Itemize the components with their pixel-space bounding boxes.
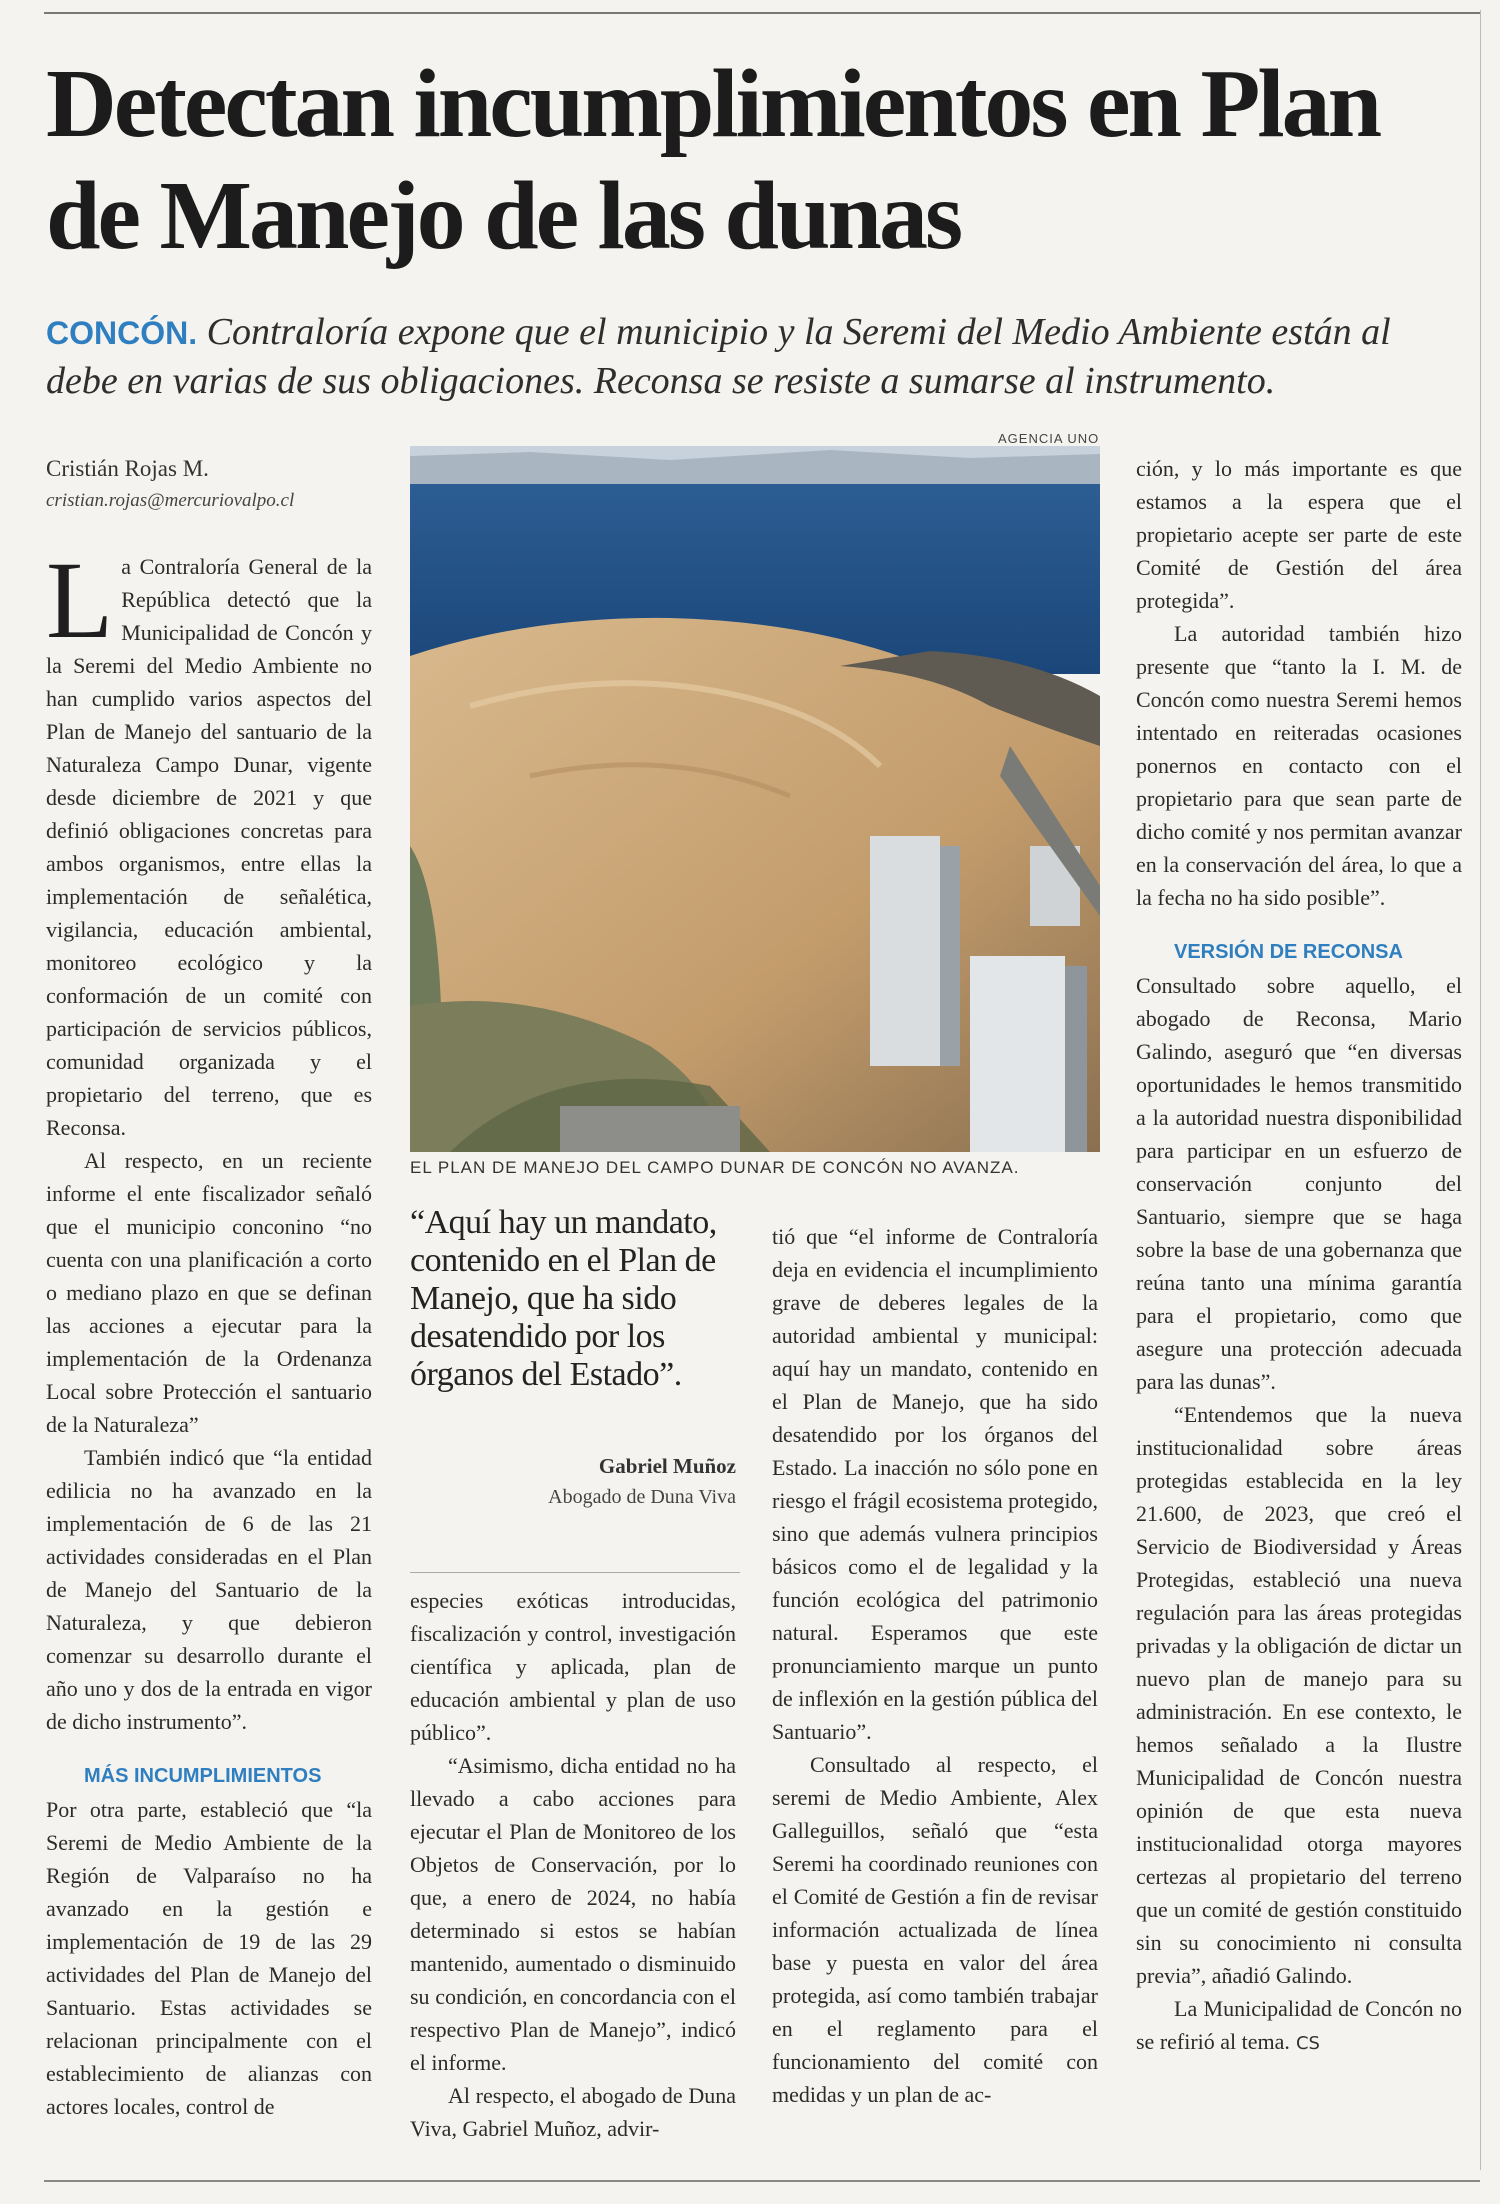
quote-author: Gabriel Muñoz (598, 1454, 736, 1478)
paragraph: “Asimismo, dicha entidad no ha llevado a cabo acciones para ejecutar el Plan de Monitoreo de los Objetos de Conservación, por lo que, a enero de 2024, no había determinado si estos se habían mantenido, aumentado o disminuido su condición, en concordancia con el respectivo Plan de Manejo”, indicó el informe. (410, 1753, 736, 2075)
dunes-aerial-photo (410, 446, 1100, 1152)
section-heading: MÁS INCUMPLIMIENTOS (84, 1765, 322, 1787)
paragraph (1136, 1992, 1462, 2060)
subhead-text: Contraloría expone que el municipio y la Seremi del Medio Ambiente están al debe en varias de sus obligaciones. Reconsa se resiste a sumarse al instrumento. (46, 311, 1391, 402)
quote-divider (410, 1572, 740, 1573)
paragraph: Por otra parte, estableció que “la Seremi de Medio Ambiente de la Región de Valparaíso no ha avanzado en la gestión e implementación de 19 de las 29 actividades del Plan de Manejo del Santuario. Estas actividades se relacionan principalmente con el establecimiento de alianzas con actores locales, control de (46, 1797, 372, 2119)
tower-shadow (1065, 966, 1087, 1152)
tower-building (870, 836, 940, 1066)
quote-role: Abogado de Duna Viva (548, 1486, 736, 1508)
top-rule (44, 12, 1480, 14)
right-column-rule (1480, 10, 1481, 2170)
subhead-kicker: CONCÓN. (46, 315, 198, 351)
paragraph (46, 539, 372, 1144)
end-mark: CS (1295, 2033, 1320, 2054)
headline: Detectan incumplimientos en Plan de Manejo de las dunas (46, 50, 1380, 270)
byline-author: Cristián Rojas M. (46, 456, 209, 481)
section-heading: VERSIÓN DE RECONSA (1174, 941, 1403, 963)
paragraph: La autoridad también hizo presente que “tanto la I. M. de Concón como nuestra Seremi hemos intentado en reiteradas ocasiones ponernos en contacto con el propietario para que sean parte de dicho comité y nos permitan avanzar en la conservación del área, lo que a la fecha no ha sido posible”. (1136, 621, 1462, 910)
article-column-2 (410, 1584, 736, 2145)
article-column-4 (1136, 452, 1462, 2060)
paragraph: Consultado al respecto, el seremi de Medio Ambiente, Alex Galleguillos, señaló que “esta Seremi ha coordinado reuniones con el Comité de Gestión a fin de revisar información actualizada de línea base y puesta en valor del área protegida, así como también trabajar en el reglamento para el funcionamiento del comité con medidas y un plan de ac- (772, 1752, 1098, 2107)
paragraph: También indicó que “la entidad edilicia no ha avanzado en la implementación de 6 de las 21 actividades consideradas en el Plan de Manejo del Santuario de la Naturaleza, y que debieron comenzar su desarrollo durante el año uno y dos de la entrada en vigor de dicho instrumento”. (46, 1445, 372, 1734)
photo-caption: EL PLAN DE MANEJO DEL CAMPO DUNAR DE CONCÓN NO AVANZA. (410, 1158, 1020, 1177)
article-column-1 (46, 539, 372, 2123)
paragraph: Al respecto, el abogado de Duna Viva, Gabriel Muñoz, advir- (410, 2083, 736, 2141)
paragraph: “Entendemos que la nueva institucionalidad sobre áreas protegidas establecida en la ley 21.600, de 2023, que creó el Servicio de Biodiversidad y Áreas Protegidas, estableció una nueva regulación para las áreas protegidas privadas y la obligación de dictar un nuevo plan de manejo para su administración. En ese contexto, le hemos señalado a la Ilustre Municipalidad de Concón nuestra opinión de que esta nueva institucionalidad otorga mayores certezas al propietario del terreno que un comité de gestión constituido sin su conocimiento ni consulta previa”, añadió Galindo. (1136, 1402, 1462, 1988)
tower-building (970, 956, 1065, 1152)
buildings-foreground (560, 1106, 740, 1152)
drop-cap: L (46, 539, 114, 661)
pull-quote: “Aquí hay un mandato, contenido en el Plan de Manejo, que ha sido desatendido por los órganos del Estado”. (410, 1204, 717, 1393)
paragraph: ción, y lo más importante es que estamos a la espera que el propietario acepte ser parte de este Comité de Gestión del área protegida”. (1136, 456, 1462, 613)
tower-shadow (940, 846, 960, 1066)
byline-email: cristian.rojas@mercuriovalpo.cl (46, 490, 295, 511)
photo-credit: AGENCIA UNO (998, 431, 1100, 446)
article-column-3 (772, 1220, 1098, 2111)
paragraph: Consultado sobre aquello, el abogado de Reconsa, Mario Galindo, aseguró que “en diversas oportunidades le hemos transmitido a la autoridad nuestra disponibilidad para participar en un esfuerzo de conservación conjunto del Santuario, siempre que se haga sobre la base de una gobernanza que reúna tanto una mínima garantía para el propietario, como que asegure una protección adecuada para las dunas”. (1136, 973, 1462, 1394)
bottom-rule (44, 2180, 1480, 2182)
paragraph: especies exóticas introducidas, fiscalización y control, investigación científica y aplicada, plan de educación ambiental y plan de uso público”. (410, 1588, 736, 1745)
paragraph: tió que “el informe de Contraloría deja en evidencia el incumplimiento grave de deberes legales de la autoridad ambiental y municipal: aquí hay un mandato, contenido en el Plan de Manejo, que ha sido desatendido por los órganos del Estado. La inacción no sólo pone en riesgo el frágil ecosistema protegido, sino que además vulnera principios básicos como el de legalidad y la función ecológica del patrimonio natural. Esperamos que este pronunciamiento marque un punto de inflexión en la gestión pública del Santuario”. (772, 1224, 1098, 1744)
subhead (46, 308, 1466, 405)
paragraph-text: a Contraloría General de la República detectó que la Municipalidad de Concón y la Seremi del Medio Ambiente no han cumplido varios aspectos del Plan de Manejo del santuario de la Naturaleza Campo Dunar, vigente desde diciembre de 2021 y que definió obligaciones concretas para ambos organismos, entre ellas la implementación de señalética, vigilancia, educación ambiental, monitoreo ecológico y la conformación de un comité con participación de servicios públicos, comunidad organizada y el propietario del terreno, que es Reconsa. (46, 554, 372, 1140)
paragraph-text: La Municipalidad de Concón no se refirió al tema. (1136, 1996, 1462, 2054)
paragraph: Al respecto, en un reciente informe el ente fiscalizador señaló que el municipio conconino “no cuenta con una planificación a corto o mediano plazo en que se definan las acciones a ejecutar para la implementación de la Ordenanza Local sobre Protección el santuario de la Naturaleza” (46, 1148, 372, 1437)
